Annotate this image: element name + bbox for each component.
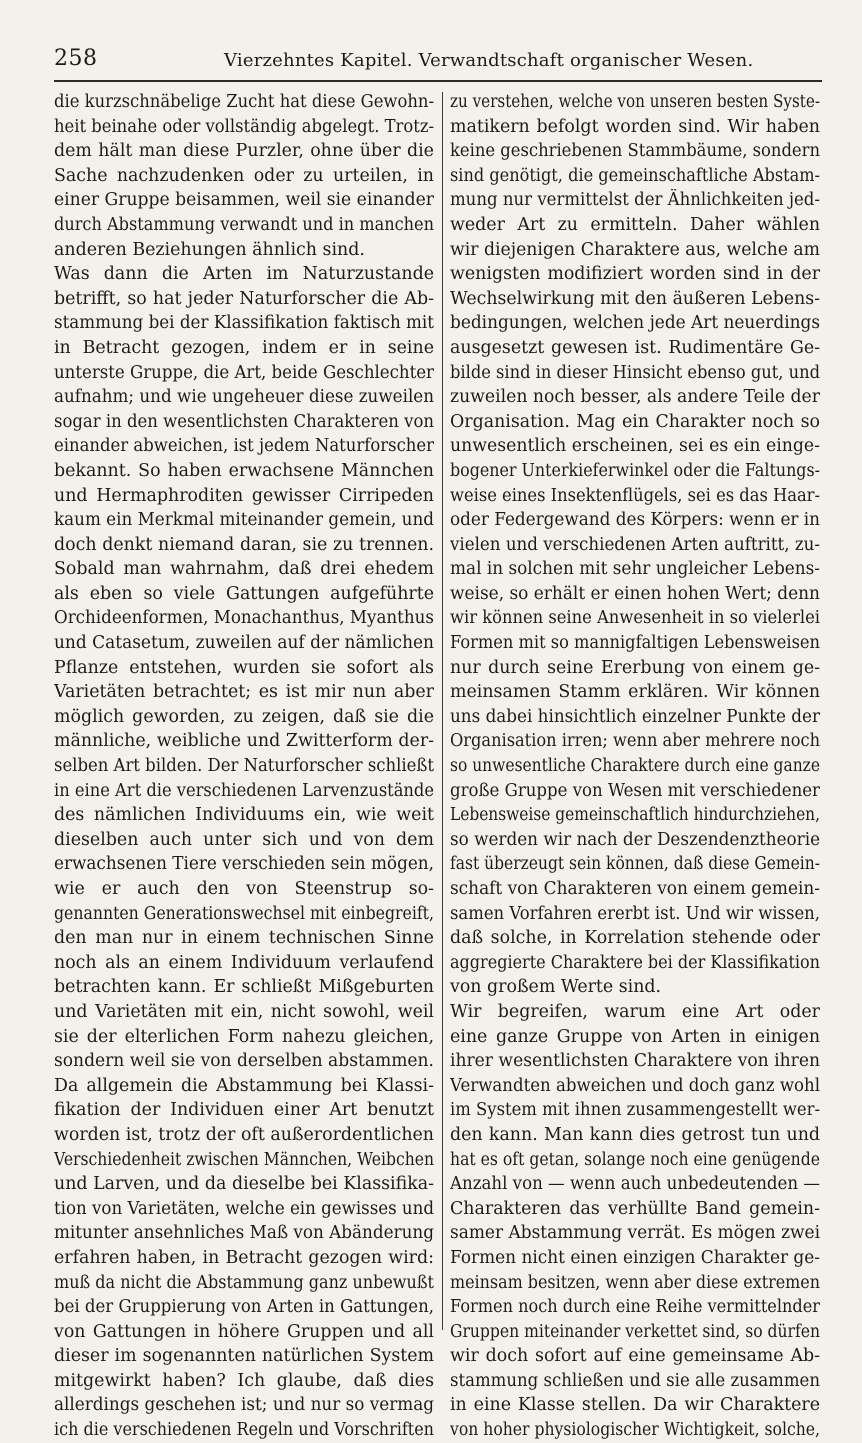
text-line: mal in solchen mit sehr ungleicher Lebens- <box>450 559 820 580</box>
text-line: uns dabei hinsichtlich einzelner Punkte der <box>450 706 821 727</box>
text-line: Formen noch durch eine Reihe vermittelnder <box>450 1297 821 1318</box>
left-column <box>54 90 436 1443</box>
text-line: Formen nicht einen einzigen Charakter ge- <box>450 1247 821 1268</box>
text-line: Verwandten abweichen und doch ganz wohl <box>450 1075 821 1096</box>
text-line: einer Gruppe beisammen, weil sie einander <box>54 190 435 211</box>
text-line: genannten Generationswechsel mit einbegreift, <box>54 903 435 924</box>
text-line: heit beinahe oder vollständig abgelegt. Trotz- <box>54 116 434 137</box>
text-line: den man nur in einem technischen Sinne <box>54 928 434 949</box>
text-line: in eine Art die verschiedenen Larvenzustände <box>54 780 435 801</box>
text-line: samen Vorfahren ererbt ist. Und wir wissen, <box>450 903 820 924</box>
text-line: anderen Beziehungen ähnlich sind. <box>54 239 365 260</box>
text-line: bekannt. So haben erwachsene Männchen <box>54 460 435 481</box>
page-number: 258 <box>54 46 98 71</box>
text-line: Sobald man wahrnahm, daß drei ehedem <box>54 559 434 580</box>
text-line: bedingungen, welchen jede Art neuerdings <box>450 313 821 334</box>
text-line: vielen und verschiedenen Arten auftritt, zu- <box>450 534 820 555</box>
text-line: Sache nachzudenken oder zu urteilen, in <box>54 165 434 186</box>
text-line: stammung schließen und sie alle zusammen <box>450 1370 820 1391</box>
text-line: weder Art zu ermitteln. Daher wählen <box>450 214 821 235</box>
text-line: Lebensweise gemeinschaftlich hindurchziehen, <box>450 805 821 826</box>
text-line: doch denkt niemand daran, sie zu trennen. <box>54 534 435 555</box>
text-line: mitgewirkt haben? Ich glaube, daß dies <box>54 1370 435 1391</box>
text-line: dieselben auch unter sich und von dem <box>54 829 434 850</box>
text-line: von großem Werte sind. <box>450 977 662 998</box>
text-line: tion von Varietäten, welche ein gewisses und <box>54 1198 435 1219</box>
text-line: Organisation. Mag ein Charakter noch so <box>450 411 820 432</box>
text-line: mitunter ansehnliches Maß von Abänderung <box>54 1223 434 1244</box>
text-line: sind genötigt, die gemeinschaftliche Abstam- <box>450 165 821 186</box>
text-line: Formen mit so mannigfaltigen Lebensweisen <box>450 633 820 654</box>
text-line: möglich geworden, zu zeigen, daß sie die <box>54 706 434 727</box>
text-line: und Catasetum, zuweilen auf der nämlichen <box>54 633 435 654</box>
header-rule <box>54 80 822 82</box>
text-line: große Gruppe von Wesen mit verschiedener <box>450 780 820 801</box>
text-line: betrachten kann. Er schließt Mißgeburten <box>54 977 435 998</box>
text-line: ihrer wesentlichsten Charaktere von ihren <box>450 1051 820 1072</box>
text-line: wenigsten modifiziert worden sind in der <box>450 264 821 285</box>
text-line: dem hält man diese Purzler, ohne über die <box>54 141 434 162</box>
text-line: Gruppen miteinander verkettet sind, so dürfen <box>450 1321 821 1342</box>
text-line: unterste Gruppe, die Art, beide Geschlechter <box>54 362 434 383</box>
text-line: im System mit ihnen zusammengestellt wer- <box>450 1100 820 1121</box>
text-line: bei der Gruppierung von Arten in Gattungen, <box>54 1297 435 1318</box>
text-line: noch als an einem Individuum verlaufend <box>54 952 435 973</box>
text-line: sie der elterlichen Form nahezu gleichen, <box>54 1026 434 1047</box>
text-line: von Gattungen in höhere Gruppen und all <box>54 1321 434 1342</box>
text-line: stammung bei der Klassifikation faktisch mit <box>54 313 434 334</box>
text-line: erwachsenen Tiere verschieden sein mögen, <box>54 854 434 875</box>
text-line: Pflanze entstehen, wurden sie sofort als <box>54 657 434 678</box>
text-line: worden ist, trotz der oft außerordentlichen <box>54 1124 435 1145</box>
text-line: hat es oft getan, solange noch eine genügende <box>450 1149 820 1170</box>
text-line: betrifft, so hat jeder Naturforscher die Ab- <box>54 288 434 309</box>
text-line: einander abweichen, ist jedem Naturforscher <box>54 436 435 457</box>
text-line: unwesentlich erscheinen, sei es ein einge- <box>450 436 820 457</box>
text-line: Organisation irren; wenn aber mehrere noch <box>450 731 821 752</box>
text-line: des nämlichen Individuums ein, wie weit <box>54 805 435 826</box>
text-line: meinsamen Stamm erklären. Wir können <box>450 682 821 703</box>
text-line: und Larven, und da dieselbe bei Klassifika- <box>54 1174 434 1195</box>
text-line: Wir begreifen, warum eine Art oder <box>450 1001 820 1022</box>
text-line: Orchideenformen, Monachanthus, Myanthus <box>54 608 434 629</box>
text-line: samer Abstammung verrät. Es mögen zwei <box>450 1223 820 1244</box>
text-line: fikation der Individuen einer Art benutzt <box>54 1100 434 1121</box>
text-line: Da allgemein die Abstammung bei Klassi- <box>54 1075 434 1096</box>
text-line: wir diejenigen Charaktere aus, welche am <box>450 239 821 260</box>
text-line: kaum ein Merkmal miteinander gemein, und <box>54 510 434 531</box>
text-line: und Hermaphroditen gewisser Cirripeden <box>54 485 435 506</box>
text-line: allerdings geschehen ist; und nur so vermag <box>54 1395 435 1416</box>
text-line: Wechselwirkung mit den äußeren Lebens- <box>450 288 820 309</box>
text-line: mung nur vermittelst der Ähnlichkeiten jed- <box>450 190 820 211</box>
page-header <box>54 44 822 78</box>
text-line: aufnahm; und wie ungeheuer diese zuweilen <box>54 387 435 408</box>
text-line: in eine Klasse stellen. Da wir Charaktere <box>450 1395 821 1416</box>
text-line: durch Abstammung verwandt und in manchen <box>54 214 434 235</box>
text-line: den kann. Man kann dies getrost tun und <box>450 1124 821 1145</box>
text-line: fast überzeugt sein können, daß diese Gemein- <box>450 854 820 875</box>
text-line: weise, so erhält er einen hohen Wert; denn <box>450 583 820 604</box>
text-line: zuweilen noch besser, als andere Teile der <box>450 387 820 408</box>
text-line: Verschiedenheit zwischen Männchen, Weibchen <box>54 1149 435 1170</box>
text-line: in Betracht gezogen, indem er in seine <box>54 337 434 358</box>
text-line: meinsam besitzen, wenn aber diese extremen <box>450 1272 821 1293</box>
text-line: Charakteren das verhüllte Band gemein- <box>450 1198 820 1219</box>
text-line: aggregierte Charaktere bei der Klassifikation <box>450 952 821 973</box>
text-line: wir können seine Anwesenheit in so vielerlei <box>450 608 821 629</box>
text-line: wir doch sofort auf eine gemeinsame Ab- <box>450 1346 821 1367</box>
text-line: von hoher physiologischer Wichtigkeit, solche, <box>450 1420 820 1441</box>
text-line: Anzahl von — wenn auch unbedeutenden — <box>450 1174 820 1195</box>
text-line: und Varietäten mit ein, nicht sowohl, weil <box>54 1001 434 1022</box>
text-line: bilde sind in dieser Hinsicht ebenso gut, und <box>450 362 821 383</box>
text-line: nur durch seine Ererbung von einem ge- <box>450 657 820 678</box>
text-line: männliche, weibliche und Zwitterform der- <box>54 731 435 752</box>
text-line: sondern weil sie von derselben abstammen. <box>54 1051 434 1072</box>
text-line: als eben so viele Gattungen aufgeführte <box>54 583 435 604</box>
text-line: zu verstehen, welche von unseren besten Syste- <box>450 92 821 112</box>
text-line: oder Federgewand des Körpers: wenn er in <box>450 510 820 531</box>
text-line: dieser im sogenannten natürlichen System <box>54 1346 435 1367</box>
text-line: ausgesetzt gewesen ist. Rudimentäre Ge- <box>450 337 820 358</box>
text-line: daß solche, in Korrelation stehende oder <box>450 928 820 949</box>
text-line: ich die verschiedenen Regeln und Vorschriften <box>54 1420 434 1441</box>
text-line: so werden wir nach der Deszendenztheorie <box>450 829 821 850</box>
text-line: so unwesentliche Charaktere durch eine ganze <box>450 756 821 777</box>
text-line: schaft von Charakteren von einem gemein- <box>450 879 821 899</box>
text-line: weise eines Insektenflügels, sei es das Haar- <box>450 485 820 506</box>
column-divider <box>442 92 443 1330</box>
text-line: wie er auch den von Steenstrup so- <box>54 879 434 899</box>
text-line: die kurzschnäbelige Zucht hat diese Gewohn- <box>54 92 434 112</box>
text-line: eine ganze Gruppe von Arten in einigen <box>450 1026 821 1047</box>
text-line: erfahren haben, in Betracht gezogen wird: <box>54 1247 434 1268</box>
text-line: bogener Unterkieferwinkel oder die Faltungs- <box>450 460 820 481</box>
text-line: Varietäten betrachtet; es ist mir nun aber <box>54 682 434 703</box>
text-line: sogar in den wesentlichsten Charakteren von <box>54 411 434 432</box>
running-title: Vierzehntes Kapitel. Verwandtschaft organischer Wesen. <box>224 50 754 71</box>
right-column <box>450 90 822 1443</box>
text-line: muß da nicht die Abstammung ganz unbewußt <box>54 1272 434 1293</box>
text-line: matikern befolgt worden sind. Wir haben <box>450 116 820 137</box>
text-line: selben Art bilden. Der Naturforscher schließt <box>54 756 435 777</box>
text-line: keine geschriebenen Stammbäume, sondern <box>450 141 821 162</box>
text-line: Was dann die Arten im Naturzustande <box>54 264 434 285</box>
